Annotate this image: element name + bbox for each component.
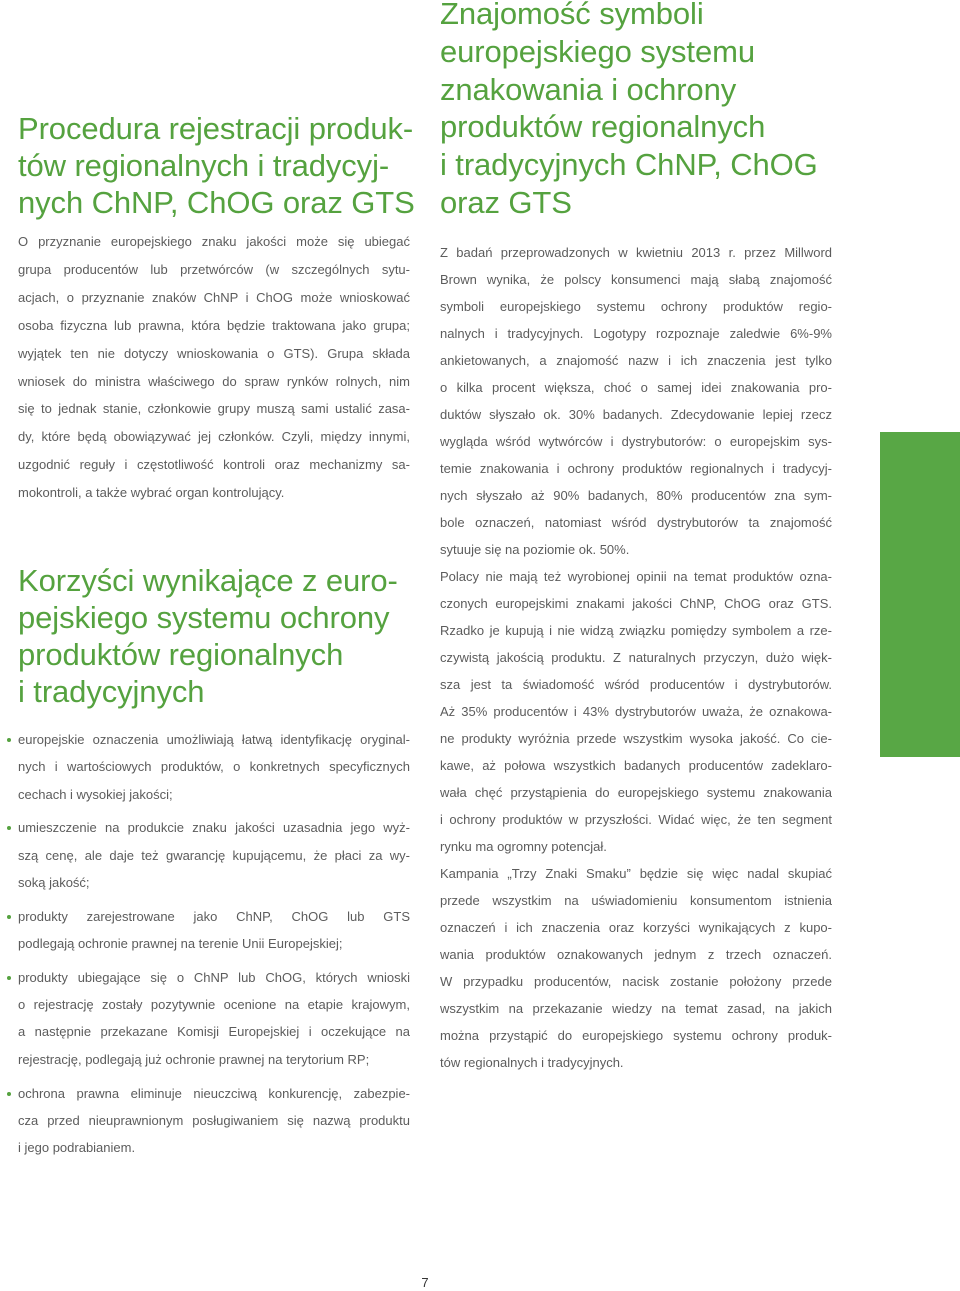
benefit-line: rejestrację, podlegają już ochronie prawnej na terytorium RP; <box>18 1051 370 1067</box>
paragraph-line: mokontroli, a także wybrać organ kontrolujący. <box>18 485 285 501</box>
awareness-heading-line: Znajomość symboli <box>440 0 704 31</box>
benefit-line: cza przed nieuprawnionym posługiwaniem się nazwą produktu <box>18 1112 410 1128</box>
bullet-icon <box>7 1092 11 1096</box>
benefit-line: podlegają ochronie prawnej na terenie Unii Europejskiej; <box>18 936 343 952</box>
benefits-heading-line: pejskiego systemu ochrony <box>18 600 390 635</box>
paragraph-line: wania produktów oznakowanych jednym z trzech oznaczeń. <box>440 947 832 962</box>
benefit-line: nych i wartościowych produktów, o konkretnych specyficznych <box>18 759 410 775</box>
survey-paragraph <box>440 239 832 563</box>
paragraph-line: Kampania „Trzy Znaki Smaku” będzie się więc nadal skupiać <box>440 866 832 881</box>
green-accent-bar <box>880 432 960 757</box>
procedure-paragraph <box>18 228 410 507</box>
paragraph-line: czywistą jakością produktu. Z naturalnych przyczyn, dużo więk- <box>440 650 832 665</box>
benefits-heading <box>18 562 428 710</box>
campaign-paragraph <box>440 860 832 1076</box>
opinion-paragraph <box>440 563 832 860</box>
benefit-line: produkty zarejestrowane jako ChNP, ChOG lub GTS <box>18 908 410 924</box>
benefit-line: a następnie przekazane Komisji Europejskiej i oczekujące na <box>18 1024 410 1040</box>
paragraph-line: rynku ma ogromny potencjał. <box>440 839 607 854</box>
paragraph-line: temie znakowania i ochrony produktów regionalnych i tradycyj- <box>440 461 832 476</box>
paragraph-line: wygląda wśród wytwórców i dystrybutorów: o europejskim sys- <box>440 434 832 449</box>
paragraph-line: o kilka procent większa, choć o samej idei znakowania pro- <box>440 380 832 395</box>
procedure-heading-line: tów regionalnych i tradycyj- <box>18 148 390 183</box>
paragraph-line: nych słyszało aż 90% badanych, 80% producentów zna sym- <box>440 488 832 503</box>
benefit-item <box>18 814 410 896</box>
paragraph-line: dy, które będą obowiązywać jej członków. Czyli, między innymi, <box>18 429 410 445</box>
bullet-icon <box>7 915 11 919</box>
benefit-line: produkty ubiegające się o ChNP lub ChOG, których wnioski <box>18 969 410 985</box>
benefits-heading-line: produktów regionalnych <box>18 637 344 672</box>
benefits-heading-line: i tradycyjnych <box>18 674 205 709</box>
paragraph-line: Aż 35% producentów i 43% dystrybutorów uważa, że oznakowa- <box>440 704 832 719</box>
paragraph-line: wszystkim na przekazanie wiedzy na temat zasad, na jakich <box>440 1001 832 1016</box>
paragraph-line: wniosek do ministra właściwego do spraw rynków rolnych, nim <box>18 373 410 389</box>
paragraph-line: kawe, aż połowa wszystkich badanych producentów zadeklaro- <box>440 758 832 773</box>
procedure-heading <box>18 110 428 221</box>
awareness-heading-line: znakowania i ochrony <box>440 71 737 107</box>
paragraph-line: Z badań przeprowadzonych w kwietniu 2013 r. przez Millword <box>440 245 832 260</box>
paragraph-line: Rzadko je kupują i nie widzą związku pomiędzy symbolem a rze- <box>440 623 832 638</box>
benefit-item <box>18 1080 410 1162</box>
benefit-line: o rejestrację zostały pozytywnie ocenione na etapie krajowym, <box>18 997 410 1013</box>
benefit-line: i jego podrabianiem. <box>18 1140 136 1156</box>
paragraph-line: tów regionalnych i tradycyjnych. <box>440 1055 624 1070</box>
procedure-heading-line: nych ChNP, ChOG oraz GTS <box>18 185 415 220</box>
benefit-line: ochrona prawna eliminuje nieuczciwą konkurencję, zabezpie- <box>18 1085 410 1101</box>
paragraph-line: przede wszystkim na uświadomieniu konsumentom istnienia <box>440 893 832 908</box>
paragraph-line: się to jednak stanie, członkowie grupy muszą sami ustalić zasa- <box>18 401 410 417</box>
paragraph-line: duktów słyszało ok. 30% badanych. Zdecydowanie lepiej rzecz <box>440 407 832 422</box>
paragraph-line: Brown wynika, że polscy konsumenci mają słabą znajomość <box>440 272 832 287</box>
paragraph-line: wyjątek ten nie dotyczy wnioskowania o GTS). Grupa składa <box>18 345 410 361</box>
paragraph-line: W przypadku producentów, nacisk zostanie położony przede <box>440 974 832 989</box>
awareness-heading-line: europejskiego systemu <box>440 33 755 69</box>
benefit-line: europejskie oznaczenia umożliwiają łatwą identyfikację oryginal- <box>18 732 410 747</box>
awareness-heading <box>440 0 870 222</box>
benefits-heading-line: Korzyści wynikające z euro- <box>18 563 398 598</box>
benefit-item <box>18 726 410 808</box>
benefits-list <box>18 726 410 1168</box>
benefit-line: soką jakość; <box>18 874 90 890</box>
paragraph-line: i ochrony produktów w przyszłości. Widać więc, że ten segment <box>440 812 832 827</box>
awareness-heading-line: i tradycyjnych ChNP, ChOG <box>440 147 818 183</box>
bullet-icon <box>7 826 11 830</box>
bullet-icon <box>7 976 11 980</box>
bullet-icon <box>7 738 11 742</box>
paragraph-line: ankietowanych, a znajomość nazw i ich znaczenia jest tylko <box>440 353 832 368</box>
paragraph-line: bole oznaczeń, natomiast wśród dystrybutorów ta znajomość <box>440 515 832 530</box>
paragraph-line: O przyznanie europejskiego znaku jakości może się ubiegać <box>18 234 410 249</box>
benefit-line: szą cenę, ale daje też gwarancję kupującemu, że płaci za wy- <box>18 847 410 863</box>
paragraph-line: symboli europejskiego systemu ochrony produktów regio- <box>440 299 832 314</box>
paragraph-line: acjach, o przyznanie znaków ChNP i ChOG może wnioskować <box>18 289 410 305</box>
benefit-item <box>18 903 410 958</box>
paragraph-line: osoba fizyczna lub prawna, która będzie traktowana jako grupa; <box>18 317 410 333</box>
awareness-heading-line: oraz GTS <box>440 184 572 220</box>
awareness-heading-line: produktów regionalnych <box>440 109 766 145</box>
paragraph-line: wała chęć przystąpienia do europejskiego systemu znakowania <box>440 785 832 800</box>
paragraph-line: oznaczeń i ich znaczenia oraz korzyści wynikających z kupo- <box>440 920 832 935</box>
benefit-line: cechach i wysokiej jakości; <box>18 786 173 802</box>
paragraph-line: czonych europejskimi znakami jakości ChNP, ChOG oraz GTS. <box>440 596 832 611</box>
paragraph-line: Polacy nie mają też wyrobionej opinii na temat produktów ozna- <box>440 569 832 584</box>
awareness-text <box>440 239 832 1076</box>
paragraph-line: grupa producentów lub przetwórców (w szczególnych sytu- <box>18 261 410 277</box>
paragraph-line: sza jest ta świadomość wśród producentów i dystrybutorów. <box>440 677 832 692</box>
procedure-heading-line: Procedura rejestracji produk- <box>18 111 414 146</box>
paragraph-line: nalnych i tradycyjnych. Logotypy rozpoznaje zaledwie 6%-9% <box>440 326 832 341</box>
paragraph-line: sytuuje się na poziomie ok. 50%. <box>440 542 630 557</box>
benefit-item <box>18 964 410 1073</box>
page-number: 7 <box>421 1275 429 1290</box>
paragraph-line: można przystąpić do europejskiego systemu ochrony produk- <box>440 1028 832 1043</box>
paragraph-line: ne produkty wyróżnia przede wszystkim wysoka jakość. Co cie- <box>440 731 832 746</box>
benefit-line: umieszczenie na produkcie znaku jakości uzasadnia jego wyż- <box>18 820 410 836</box>
paragraph-line: uzgodnić reguły i częstotliwość kontroli oraz mechanizmy sa- <box>18 457 410 473</box>
